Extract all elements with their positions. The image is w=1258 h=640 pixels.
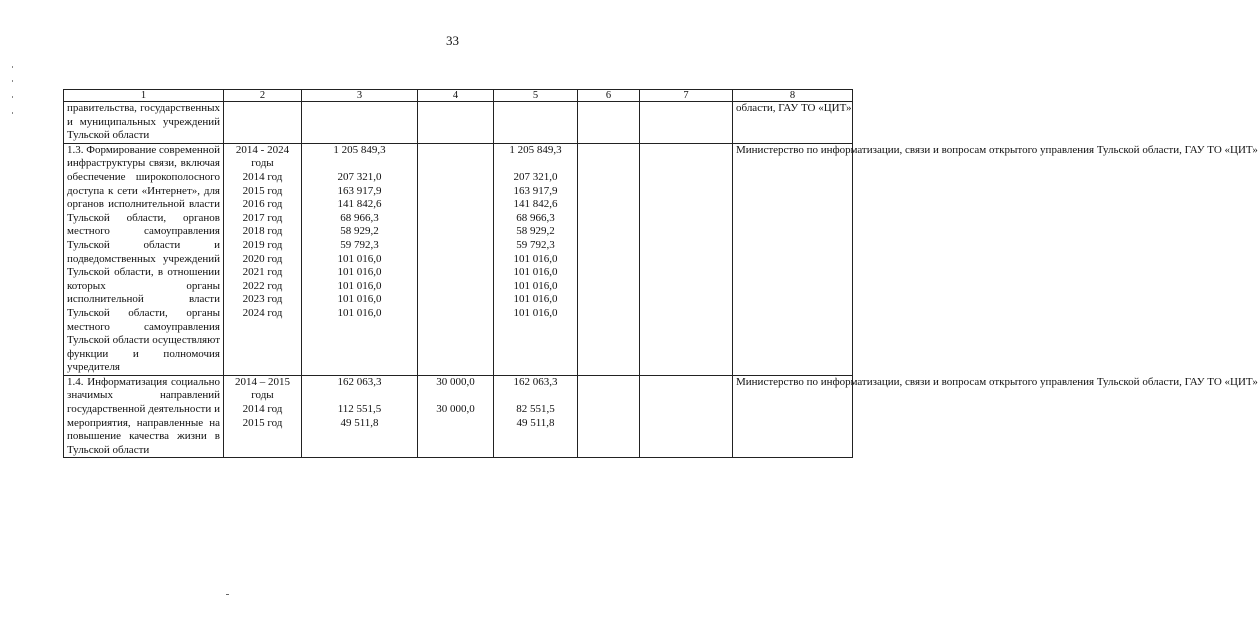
cell-line: 68 966,3 xyxy=(516,211,555,224)
cell-col-1 xyxy=(64,143,224,375)
cell-line: 207 321,0 xyxy=(513,170,558,183)
cell-text: Министерство по информатизации, связи и вопросам открытого управления Тульской области, ГАУ ТО «ЦИТ» xyxy=(736,143,1258,156)
cell-line: 30 000,0 xyxy=(436,403,475,416)
cell-line xyxy=(421,389,490,403)
cell-col-7 xyxy=(640,102,733,144)
cell-line: 141 842,6 xyxy=(513,198,558,211)
table-row xyxy=(64,143,853,375)
cell-col-8 xyxy=(733,143,1258,375)
cell-text: 1.4. Информатизация социально значимых направлений государственной деятельности и мероприятия, направленные на повышение качества жизни в Тульской области xyxy=(67,375,220,456)
cell-line: 68 966,3 xyxy=(340,211,379,224)
col-header-6: 6 xyxy=(578,90,640,102)
cell-line: 163 917,9 xyxy=(513,184,558,197)
cell-line: 49 511,8 xyxy=(516,416,555,429)
cell-line: 101 016,0 xyxy=(337,252,382,265)
page-number: 33 xyxy=(446,33,459,48)
cell-line: 58 929,2 xyxy=(516,225,555,238)
cell-line: годы xyxy=(251,389,274,402)
cell-col-3 xyxy=(302,102,418,144)
cell-line: 101 016,0 xyxy=(513,252,558,265)
cell-col-3 xyxy=(302,143,418,375)
cell-line: 101 016,0 xyxy=(337,306,382,319)
cell-line: 2017 год xyxy=(242,211,283,224)
table-row xyxy=(64,375,853,458)
cell-line: 1 205 849,3 xyxy=(333,143,386,156)
cell-line: 141 842,6 xyxy=(337,198,382,211)
cell-line: 2015 год xyxy=(242,184,283,197)
cell-line: 2016 год xyxy=(242,198,283,211)
cell-line: 2019 год xyxy=(242,238,283,251)
cell-line: 101 016,0 xyxy=(513,279,558,292)
cell-text: 1.3. Формирование современной инфраструктуры связи, включая обеспечение широкополосного доступа к сети «Интернет», для органов исполнительной власти Тульской области, органов местного самоуправления Тульской области и подведомственных учреждений Тульской области, в отношении которых органы исполнительной власти Тульской области, органы местного самоуправления Тульской области осуществляют функции и полномочия учредителя xyxy=(67,143,220,374)
cell-line: 2014 год xyxy=(242,403,283,416)
cell-col-6 xyxy=(578,143,640,375)
cell-line: 30 000,0 xyxy=(436,375,475,388)
cell-line: 112 551,5 xyxy=(337,403,382,416)
scan-mark xyxy=(12,96,13,98)
cell-line xyxy=(421,417,490,431)
cell-line: годы xyxy=(251,157,274,170)
cell-line xyxy=(305,157,414,171)
cell-text: Министерство по информатизации, связи и вопросам открытого управления Тульской области, ГАУ ТО «ЦИТ» xyxy=(736,375,1258,388)
header-row xyxy=(64,90,853,102)
cell-col-6 xyxy=(578,375,640,458)
cell-line: 2022 год xyxy=(242,279,283,292)
cell-line: 2023 год xyxy=(242,293,283,306)
cell-col-4 xyxy=(418,143,494,375)
cell-col-5 xyxy=(494,102,578,144)
cell-col-2 xyxy=(224,143,302,375)
col-header-3: 3 xyxy=(302,90,418,102)
cell-col-7 xyxy=(640,375,733,458)
budget-table xyxy=(63,89,1258,458)
scan-mark xyxy=(12,112,13,114)
cell-col-8 xyxy=(733,102,853,144)
cell-col-1 xyxy=(64,375,224,458)
col-header-4: 4 xyxy=(418,90,494,102)
cell-line: 58 929,2 xyxy=(340,225,379,238)
col-header-2: 2 xyxy=(224,90,302,102)
cell-line: 162 063,3 xyxy=(513,375,558,388)
scan-mark xyxy=(226,594,229,595)
cell-col-6 xyxy=(578,102,640,144)
cell-line: 163 917,9 xyxy=(337,184,382,197)
cell-col-2 xyxy=(224,375,302,458)
cell-col-4 xyxy=(418,102,494,144)
cell-line: 101 016,0 xyxy=(337,279,382,292)
cell-line: 2024 год xyxy=(242,306,283,319)
cell-line: 2020 год xyxy=(242,252,283,265)
cell-line: 207 321,0 xyxy=(337,170,382,183)
cell-line: 49 511,8 xyxy=(340,416,379,429)
cell-col-2 xyxy=(224,102,302,144)
cell-col-8 xyxy=(733,375,1258,458)
cell-line: 101 016,0 xyxy=(513,266,558,279)
cell-line xyxy=(305,389,414,403)
cell-line: 2018 год xyxy=(242,225,283,238)
table-row xyxy=(64,102,853,144)
cell-col-4 xyxy=(418,375,494,458)
cell-text: области, ГАУ ТО «ЦИТ» xyxy=(736,102,852,114)
cell-line: 101 016,0 xyxy=(337,266,382,279)
cell-line xyxy=(497,157,574,171)
cell-col-7 xyxy=(640,143,733,375)
cell-line: 2014 - 2024 xyxy=(235,143,290,156)
cell-line: 2021 год xyxy=(242,266,283,279)
cell-line: 59 792,3 xyxy=(340,238,379,251)
cell-line: 2014 год xyxy=(242,170,283,183)
cell-line: 59 792,3 xyxy=(516,238,555,251)
col-header-1: 1 xyxy=(64,90,224,102)
cell-line: 2014 – 2015 xyxy=(235,375,290,388)
col-header-5: 5 xyxy=(494,90,578,102)
scan-mark xyxy=(12,66,13,68)
cell-line: 101 016,0 xyxy=(337,293,382,306)
cell-line: 101 016,0 xyxy=(513,306,558,319)
col-header-8: 8 xyxy=(733,90,853,102)
cell-line: 2015 год xyxy=(242,416,283,429)
scan-mark xyxy=(12,80,13,82)
cell-col-3 xyxy=(302,375,418,458)
cell-col-5 xyxy=(494,375,578,458)
col-header-7: 7 xyxy=(640,90,733,102)
cell-line xyxy=(497,389,574,403)
cell-line: 1 205 849,3 xyxy=(509,143,562,156)
cell-col-1 xyxy=(64,102,224,144)
cell-line: 101 016,0 xyxy=(513,293,558,306)
cell-text: правительства, государственных и муниципальных учреждений Тульской области xyxy=(67,102,220,142)
cell-line: 82 551,5 xyxy=(516,403,555,416)
cell-line: 162 063,3 xyxy=(337,375,382,388)
cell-col-5 xyxy=(494,143,578,375)
